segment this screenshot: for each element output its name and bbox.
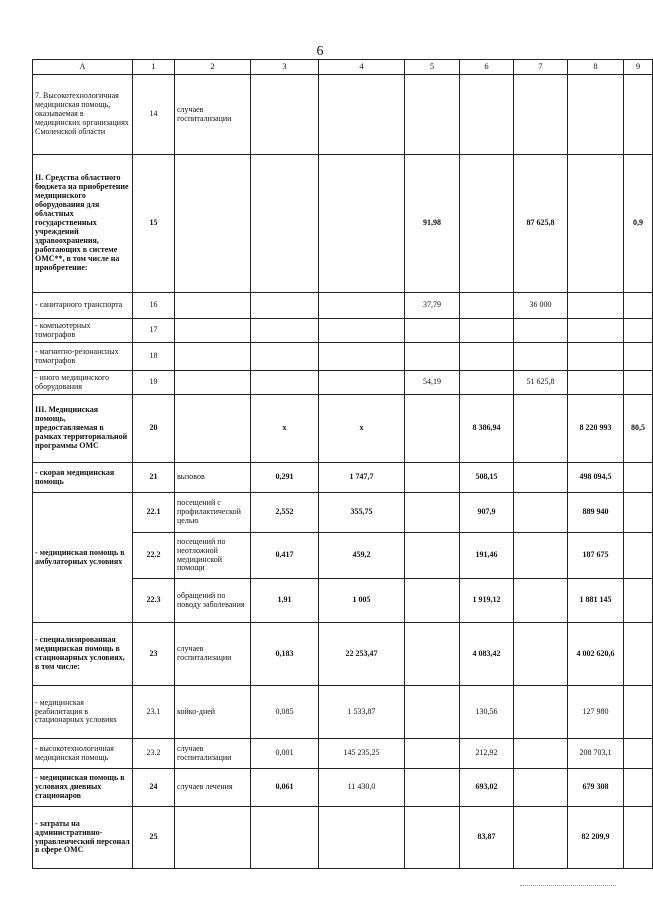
value-cell-3: 0,001	[251, 739, 319, 769]
value-cell-6: 693,02	[460, 769, 514, 807]
value-cell-5	[405, 319, 460, 343]
value-cell-7	[514, 769, 568, 807]
row-label: 7. Высокотехнологичная медицинская помощь, оказываемая в медицинских организациях Смоленской области	[33, 75, 133, 155]
value-cell-4: 11 430,0	[319, 769, 405, 807]
value-cell-6: 191,46	[460, 533, 514, 579]
header-cell-3: 3	[251, 60, 319, 75]
value-cell-4: 145 235,25	[319, 739, 405, 769]
header-cell-9: 9	[624, 60, 653, 75]
table-row	[33, 623, 653, 686]
row-number: 23	[133, 623, 175, 686]
value-cell-4	[319, 293, 405, 319]
value-cell-8	[568, 343, 624, 371]
row-label: - иного медицинского оборудования	[33, 371, 133, 395]
row-label: - компьютерных томографов	[33, 319, 133, 343]
value-cell-7	[514, 395, 568, 463]
value-cell-7	[514, 319, 568, 343]
value-cell-5: 54,19	[405, 371, 460, 395]
table-row	[33, 395, 653, 463]
unit-cell: случаев госпитализации	[175, 623, 251, 686]
value-cell-9	[624, 371, 653, 395]
row-label: - магнитно-резонансных томографов	[33, 343, 133, 371]
value-cell-9	[624, 319, 653, 343]
value-cell-6	[460, 343, 514, 371]
value-cell-5	[405, 739, 460, 769]
value-cell-6: 508,15	[460, 463, 514, 493]
unit-cell: случаев госпитализации	[175, 739, 251, 769]
unit-cell: посещений по неотложной медицинской помощи	[175, 533, 251, 579]
value-cell-6: 130,56	[460, 686, 514, 739]
unit-cell	[175, 395, 251, 463]
row-label: - санитарного транспорта	[33, 293, 133, 319]
table-row	[33, 463, 653, 493]
value-cell-3: 0,183	[251, 623, 319, 686]
row-number: 15	[133, 155, 175, 293]
value-cell-4	[319, 319, 405, 343]
unit-cell: обращений по поводу заболевания	[175, 579, 251, 623]
value-cell-6	[460, 75, 514, 155]
value-cell-5	[405, 395, 460, 463]
unit-cell: случаев лечения	[175, 769, 251, 807]
value-cell-8: 679 308	[568, 769, 624, 807]
value-cell-9	[624, 807, 653, 869]
row-number: 25	[133, 807, 175, 869]
value-cell-7	[514, 623, 568, 686]
table-row	[33, 769, 653, 807]
value-cell-3	[251, 807, 319, 869]
value-cell-7	[514, 579, 568, 623]
value-cell-6: 83,87	[460, 807, 514, 869]
row-number: 23.2	[133, 739, 175, 769]
value-cell-8	[568, 371, 624, 395]
value-cell-9	[624, 686, 653, 739]
header-row	[33, 60, 653, 75]
value-cell-3: 2,552	[251, 493, 319, 533]
row-number: 20	[133, 395, 175, 463]
value-cell-5	[405, 579, 460, 623]
value-cell-6: 4 083,42	[460, 623, 514, 686]
value-cell-9	[624, 533, 653, 579]
value-cell-3	[251, 319, 319, 343]
header-cell-a: А	[33, 60, 133, 75]
value-cell-9	[624, 75, 653, 155]
value-cell-9	[624, 579, 653, 623]
value-cell-6	[460, 371, 514, 395]
value-cell-6	[460, 293, 514, 319]
table-row	[33, 155, 653, 293]
value-cell-4	[319, 155, 405, 293]
row-number: 16	[133, 293, 175, 319]
value-cell-8: 187 675	[568, 533, 624, 579]
header-cell-5: 5	[405, 60, 460, 75]
value-cell-6: 907,9	[460, 493, 514, 533]
table-row	[33, 343, 653, 371]
value-cell-9	[624, 623, 653, 686]
row-label: III. Медицинская помощь, предоставляемая в рамках территориальной программы ОМС	[33, 395, 133, 463]
value-cell-7	[514, 739, 568, 769]
value-cell-8	[568, 319, 624, 343]
table-row	[33, 807, 653, 869]
row-label: - медицинская реабилитация в стационарных условиях	[33, 686, 133, 739]
value-cell-9: 0,9	[624, 155, 653, 293]
unit-cell: вызовов	[175, 463, 251, 493]
value-cell-4	[319, 371, 405, 395]
table-row	[33, 75, 653, 155]
row-number: 21	[133, 463, 175, 493]
value-cell-8	[568, 155, 624, 293]
value-cell-7	[514, 533, 568, 579]
row-number: 22.1	[133, 493, 175, 533]
value-cell-6	[460, 155, 514, 293]
value-cell-8: 1 881 145	[568, 579, 624, 623]
row-number: 18	[133, 343, 175, 371]
value-cell-9	[624, 769, 653, 807]
value-cell-8: 498 094,5	[568, 463, 624, 493]
value-cell-3: 0,061	[251, 769, 319, 807]
header-cell-2: 2	[175, 60, 251, 75]
value-cell-6: 212,92	[460, 739, 514, 769]
unit-cell: посещений с профилактической целью	[175, 493, 251, 533]
value-cell-7	[514, 686, 568, 739]
value-cell-9	[624, 293, 653, 319]
value-cell-3: 0,085	[251, 686, 319, 739]
row-label: - затраты на административно-управленческий персонал в сфере ОМС	[33, 807, 133, 869]
value-cell-4	[319, 75, 405, 155]
page-number: 6	[316, 44, 324, 59]
unit-cell	[175, 343, 251, 371]
value-cell-7	[514, 463, 568, 493]
value-cell-3	[251, 293, 319, 319]
scan-artifact-line	[520, 885, 616, 886]
row-number: 19	[133, 371, 175, 395]
row-number: 23.1	[133, 686, 175, 739]
value-cell-3: 0,291	[251, 463, 319, 493]
value-cell-6	[460, 319, 514, 343]
value-cell-5	[405, 807, 460, 869]
value-cell-5: 91,98	[405, 155, 460, 293]
value-cell-5	[405, 533, 460, 579]
value-cell-6: 8 386,94	[460, 395, 514, 463]
row-number: 22.3	[133, 579, 175, 623]
value-cell-5	[405, 75, 460, 155]
value-cell-8	[568, 75, 624, 155]
header-cell-1: 1	[133, 60, 175, 75]
value-cell-4: 22 253,47	[319, 623, 405, 686]
value-cell-7	[514, 75, 568, 155]
value-cell-4	[319, 343, 405, 371]
value-cell-3: 1,91	[251, 579, 319, 623]
row-label: - медицинская помощь в условиях дневных стационаров	[33, 769, 133, 807]
header-cell-7: 7	[514, 60, 568, 75]
value-cell-9	[624, 343, 653, 371]
header-cell-8: 8	[568, 60, 624, 75]
value-cell-8: 127 980	[568, 686, 624, 739]
value-cell-3	[251, 343, 319, 371]
value-cell-7: 36 000	[514, 293, 568, 319]
value-cell-3	[251, 371, 319, 395]
value-cell-7: 51 625,8	[514, 371, 568, 395]
table-row	[33, 371, 653, 395]
value-cell-7	[514, 807, 568, 869]
row-label: II. Средства областного бюджета на приобретение медицинского оборудования для областных государственных учреждений здравоохранения, работающих в системе ОМС**, в том числе на приобретение:	[33, 155, 133, 293]
value-cell-5: 37,79	[405, 293, 460, 319]
unit-cell	[175, 155, 251, 293]
row-number: 14	[133, 75, 175, 155]
value-cell-7: 87 625,8	[514, 155, 568, 293]
row-label: - специализированная медицинская помощь в стационарных условиях, в том числе:	[33, 623, 133, 686]
budget-table	[32, 59, 653, 869]
value-cell-5	[405, 686, 460, 739]
value-cell-9	[624, 493, 653, 533]
value-cell-5	[405, 623, 460, 686]
value-cell-9	[624, 463, 653, 493]
value-cell-7	[514, 343, 568, 371]
row-label: - высокотехнологичная медицинская помощь	[33, 739, 133, 769]
table-row	[33, 686, 653, 739]
value-cell-9	[624, 739, 653, 769]
table-row	[33, 493, 653, 533]
value-cell-5	[405, 343, 460, 371]
value-cell-3	[251, 155, 319, 293]
table-row	[33, 319, 653, 343]
unit-cell	[175, 293, 251, 319]
value-cell-4: 1 005	[319, 579, 405, 623]
row-number: 17	[133, 319, 175, 343]
value-cell-4: 1 533,87	[319, 686, 405, 739]
value-cell-3: 0,417	[251, 533, 319, 579]
value-cell-5	[405, 493, 460, 533]
value-cell-4	[319, 807, 405, 869]
value-cell-3	[251, 75, 319, 155]
value-cell-4: 355,75	[319, 493, 405, 533]
value-cell-4: х	[319, 395, 405, 463]
value-cell-8: 4 002 620,6	[568, 623, 624, 686]
value-cell-5	[405, 769, 460, 807]
value-cell-8: 208 703,1	[568, 739, 624, 769]
unit-cell: койко-дней	[175, 686, 251, 739]
header-cell-4: 4	[319, 60, 405, 75]
value-cell-4: 1 747,7	[319, 463, 405, 493]
row-label: - медицинская помощь в амбулаторных условиях	[33, 493, 133, 623]
value-cell-8: 8 220 993	[568, 395, 624, 463]
value-cell-3: х	[251, 395, 319, 463]
value-cell-7	[514, 493, 568, 533]
unit-cell	[175, 319, 251, 343]
value-cell-5	[405, 463, 460, 493]
table-row	[33, 293, 653, 319]
value-cell-8: 82 209,9	[568, 807, 624, 869]
header-cell-6: 6	[460, 60, 514, 75]
unit-cell	[175, 371, 251, 395]
row-number: 24	[133, 769, 175, 807]
value-cell-9: 80,5	[624, 395, 653, 463]
unit-cell: случаев госпитализации	[175, 75, 251, 155]
table-row	[33, 739, 653, 769]
unit-cell	[175, 807, 251, 869]
value-cell-8: 889 940	[568, 493, 624, 533]
value-cell-6: 1 919,12	[460, 579, 514, 623]
row-number: 22.2	[133, 533, 175, 579]
value-cell-8	[568, 293, 624, 319]
row-label: - скорая медицинская помощь	[33, 463, 133, 493]
value-cell-4: 459,2	[319, 533, 405, 579]
